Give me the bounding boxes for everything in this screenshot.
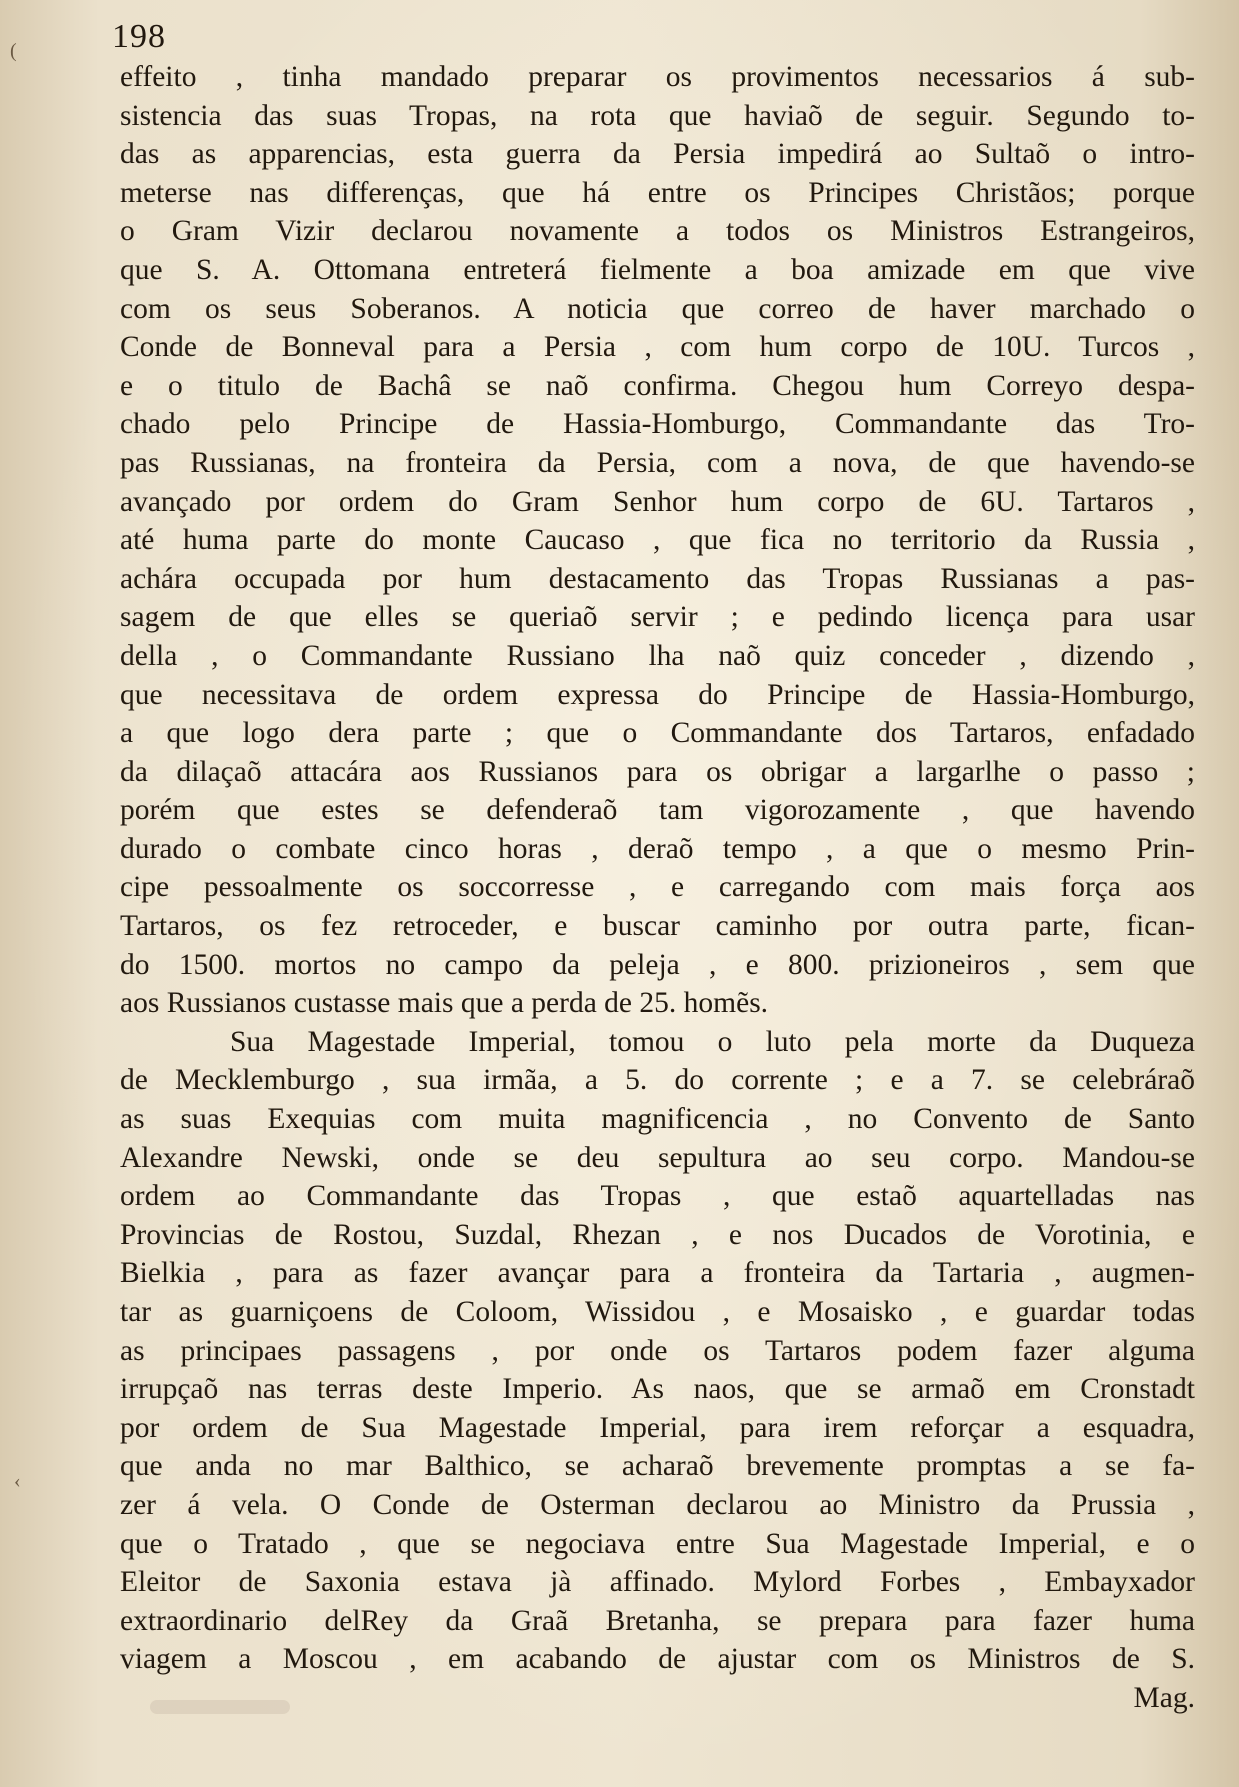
text-line: zer á vela. O Conde de Osterman declarou ao Ministro da Prussia , xyxy=(120,1488,1195,1521)
margin-mark-top: ( xyxy=(10,40,17,62)
text-line: as principaes passagens , por onde os Tartaros podem fazer alguma xyxy=(120,1334,1195,1367)
body-text xyxy=(120,58,1195,1718)
text-line: avançado por ordem do Gram Senhor hum corpo de 6U. Tartaros , xyxy=(120,485,1195,518)
text-line: Sua Magestade Imperial, tomou o luto pela morte da Duqueza xyxy=(230,1025,1195,1058)
text-line: sistencia das suas Tropas, na rota que haviaõ de seguir. Segundo to- xyxy=(120,99,1195,132)
text-line: que o Tratado , que se negociava entre Sua Magestade Imperial, e o xyxy=(120,1527,1195,1560)
text-line: até huma parte do monte Caucaso , que fica no territorio da Russia , xyxy=(120,524,1195,557)
catchword: Mag. xyxy=(1133,1681,1195,1714)
text-line: cipe pessoalmente os soccorresse , e carregando com mais força aos xyxy=(120,871,1195,904)
text-line: de Mecklemburgo , sua irmãa, a 5. do corrente ; e a 7. se celebráraõ xyxy=(120,1064,1195,1097)
text-line: o Gram Vizir declarou novamente a todos os Ministros Estrangeiros, xyxy=(120,215,1195,248)
text-line: porém que estes se defenderaõ tam vigorozamente , que havendo xyxy=(120,794,1195,827)
text-line: extraordinario delRey da Graã Bretanha, se prepara para fazer huma xyxy=(120,1604,1195,1637)
text-line: chado pelo Principe de Hassia-Homburgo, Commandante das Tro- xyxy=(120,408,1195,441)
paper-smudge xyxy=(150,1700,290,1714)
text-line: Eleitor de Saxonia estava jà affinado. Mylord Forbes , Embayxador xyxy=(120,1566,1195,1599)
text-line: della , o Commandante Russiano lha naõ quiz conceder , dizendo , xyxy=(120,639,1195,672)
text-line: sagem de que elles se queriaõ servir ; e pedindo licença para usar xyxy=(120,601,1195,634)
text-line: que necessitava de ordem expressa do Principe de Hassia-Homburgo, xyxy=(120,678,1195,711)
text-line: a que logo dera parte ; que o Commandante dos Tartaros, enfadado xyxy=(120,717,1195,750)
text-line: que anda no mar Balthico, se acharaõ brevemente promptas a se fa- xyxy=(120,1450,1195,1483)
page-number: 198 xyxy=(112,18,166,55)
text-line: as suas Exequias com muita magnificencia , no Convento de Santo xyxy=(120,1103,1195,1136)
text-line: e o titulo de Bachâ se naõ confirma. Chegou hum Correyo despa- xyxy=(120,369,1195,402)
text-line: com os seus Soberanos. A noticia que correo de haver marchado o xyxy=(120,292,1195,325)
paragraph-2 xyxy=(120,1023,1195,1679)
text-line: Provincias de Rostou, Suzdal, Rhezan , e nos Ducados de Vorotinia, e xyxy=(120,1218,1195,1251)
paragraph-1 xyxy=(120,58,1195,1023)
text-line: do 1500. mortos no campo da peleja , e 800. prizioneiros , sem que xyxy=(120,948,1195,981)
text-line: das as apparencias, esta guerra da Persia impedirá ao Sultaõ o intro- xyxy=(120,138,1195,171)
text-line: pas Russianas, na fronteira da Persia, com a nova, de que havendo-se xyxy=(120,446,1195,479)
text-line: durado o combate cinco horas , deraõ tempo , a que o mesmo Prin- xyxy=(120,832,1195,865)
text-line: por ordem de Sua Magestade Imperial, para irem reforçar a esquadra, xyxy=(120,1411,1195,1444)
text-line: que S. A. Ottomana entreterá fielmente a boa amizade em que vive xyxy=(120,253,1195,286)
text-line: da dilaçaõ attacára aos Russianos para os obrigar a largarlhe o passo ; xyxy=(120,755,1195,788)
text-line: aos Russianos custasse mais que a perda de 25. homẽs. xyxy=(120,987,769,1020)
text-line: tar as guarniçoens de Coloom, Wissidou , e Mosaisko , e guardar todas xyxy=(120,1296,1195,1328)
text-line: ordem ao Commandante das Tropas , que estaõ aquartelladas nas xyxy=(120,1180,1195,1213)
text-line: Tartaros, os fez retroceder, e buscar caminho por outra parte, fican- xyxy=(120,910,1195,943)
text-line: meterse nas differenças, que há entre os Principes Christãos; porque xyxy=(120,176,1195,209)
margin-mark-bottom: ‹ xyxy=(14,1470,21,1492)
text-line: achára occupada por hum destacamento das Tropas Russianas a pas- xyxy=(120,562,1195,595)
text-line: viagem a Moscou , em acabando de ajustar com os Ministros de S. xyxy=(120,1643,1195,1676)
text-line: effeito , tinha mandado preparar os provimentos necessarios á sub- xyxy=(120,61,1195,93)
text-line: Bielkia , para as fazer avançar para a fronteira da Tartaria , augmen- xyxy=(120,1257,1195,1290)
text-line: Alexandre Newski, onde se deu sepultura ao seu corpo. Mandou-se xyxy=(120,1141,1195,1174)
text-line: Conde de Bonneval para a Persia , com hum corpo de 10U. Turcos , xyxy=(120,331,1195,364)
text-line: irrupçaõ nas terras deste Imperio. As naos, que se armaõ em Cronstadt xyxy=(120,1373,1195,1406)
